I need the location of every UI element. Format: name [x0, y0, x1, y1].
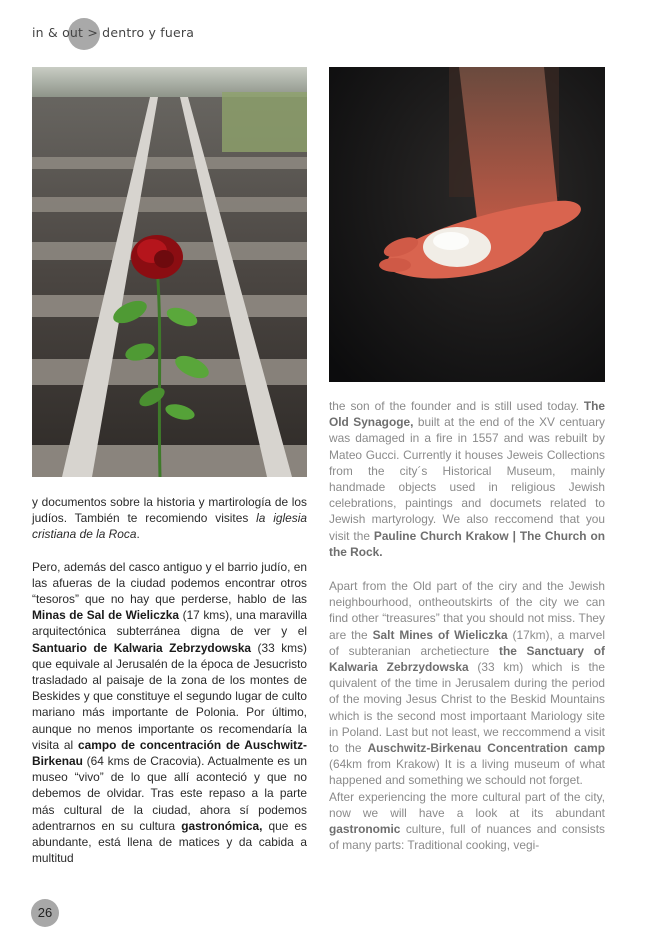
- running-header: [32, 20, 232, 50]
- bold-text: campo de concentración de Auschwitz-Birkenau: [32, 737, 307, 769]
- text-run: y documentos sobre la historia y martirología de los judíos. También te recomiendo visites: [32, 495, 307, 526]
- text-run: (33 km) which is the quivalent of the time in Jerusalem during the period of the moving Jesus Christ to the Beskid Mountains which is the second most importaant Mariology site in Poland. Last but not least, we reccommend a visit to the: [329, 660, 605, 756]
- text-run: que es abundante, está llena de matices y da cabida a multitud: [32, 818, 307, 866]
- page-number: 26: [31, 899, 59, 927]
- text-run: (17 kms), una maravilla arquitectónica subterránea digna de ver y el: [32, 608, 307, 639]
- paragraph: [329, 789, 605, 854]
- text-run: the son of the founder and is still used today.: [329, 399, 584, 413]
- spanish-text-column: [32, 494, 307, 866]
- bold-text: the Sanctuary of Kalwaria Zebrzydowska: [329, 643, 605, 675]
- text-run: (64 kms de Cracovia). Actualmente es un museo “vivo” de lo que allí aconteció y que no debemos de olvidar. Tras este repaso a la parte más cultural de la ciudad, ahora sí podemos adentrarnos en su cultura: [32, 754, 307, 833]
- italic-text: la iglesia cristiana de la Roca: [32, 511, 307, 542]
- english-text-column-top: [329, 398, 605, 560]
- text-run: built at the end of the XV centuary was damaged in a fire in 1557 and was rebuilt by Mateo Gucci. Currently it houses Jeweis Collections from the city´s Historical Museum, mainly handmade objects used in religious Jewish celebrations, paintings and documets related to Jewish martyrology. We also reccomend that you visit the: [329, 415, 605, 543]
- bold-text: The Old Synagoge,: [329, 399, 605, 430]
- text-run: Pero, además del casco antiguo y el barrio judío, en las afueras de la ciudad podemos encontrar otros “tesoros” que no hay que perderse, hablo de las: [32, 559, 307, 607]
- paragraph: [32, 559, 307, 867]
- text-run: (33 kms) que equivale al Jerusalén de la época de Jesucristo trasladado al paisaje de la zona de los montes de Beskides y que constituye el segundo lugar de culto mariano más importante de Polonia. Por último, aunque no menos importante os recomendaría la visita al: [32, 640, 307, 752]
- bold-text: Santuario de Kalwaria Zebrzydowska: [32, 640, 252, 655]
- hand-holding-stone-photo: [329, 67, 605, 382]
- bold-text: Minas de Sal de Wieliczka: [32, 608, 180, 623]
- paragraph: [32, 494, 307, 543]
- bold-text: Pauline Church Krakow | The Church on the Rock.: [329, 528, 605, 559]
- paragraph: [329, 578, 605, 789]
- paragraph: [329, 398, 605, 560]
- section-title: in & out > dentro y fuera: [32, 25, 195, 40]
- bold-text: Auschwitz-Birkenau Concentration camp: [367, 741, 605, 756]
- text-run: (17km), a marvel of subteranian archetiecture: [329, 627, 605, 658]
- bold-text: Salt Mines of Wieliczka: [372, 627, 508, 642]
- rose-on-tracks-photo: [32, 67, 307, 477]
- text-run: .: [136, 527, 140, 542]
- english-text-column-bottom: [329, 578, 605, 853]
- text-run: culture, full of nuances and consists of many parts: Traditional cooking, vegi-: [329, 822, 605, 853]
- bold-text: gastronomic: [329, 822, 401, 837]
- bold-text: gastronómica,: [181, 818, 263, 833]
- text-run: Apart from the Old part of the ciry and the Jewish neighbourhood, ontheoutskirts of the city we can find other “treasures” that you should not miss. They are the: [329, 579, 605, 642]
- text-run: After experiencing the more cultural part of the city, now we will have a look at its abundant: [329, 789, 605, 820]
- text-run: (64km from Krakow) It is a living museum of what happened and something we schould not forget.: [329, 757, 605, 788]
